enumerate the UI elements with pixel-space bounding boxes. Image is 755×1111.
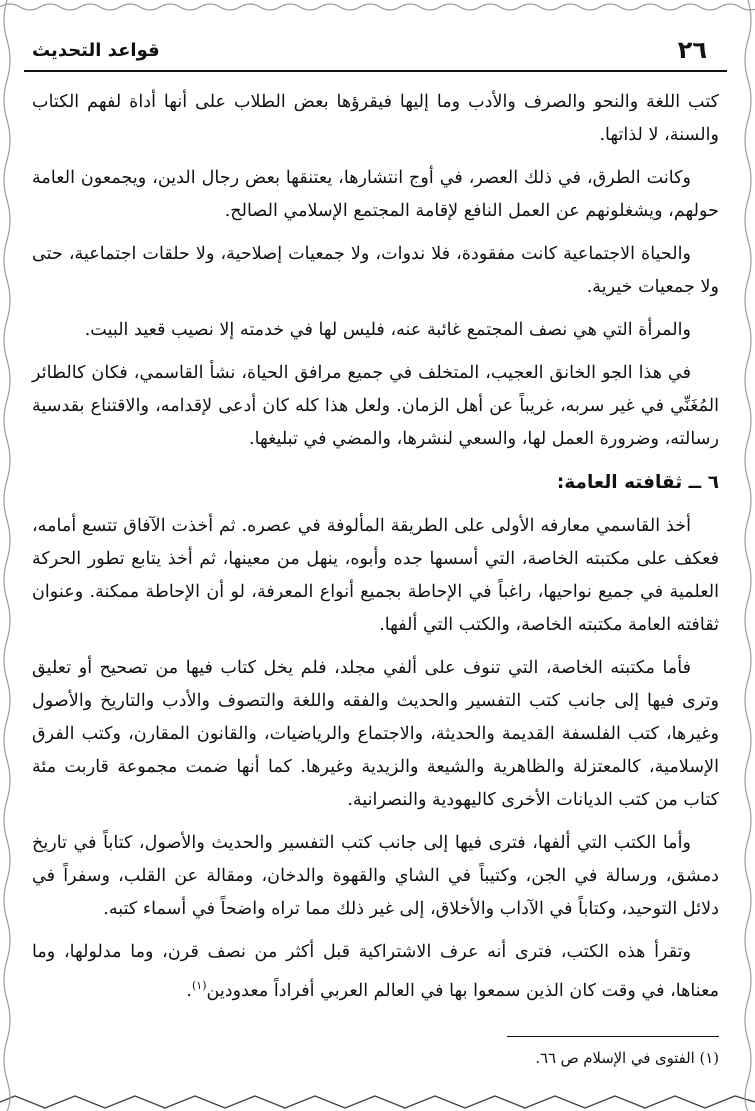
page-header bbox=[24, 30, 727, 72]
running-title: قواعد التحديث bbox=[32, 40, 160, 61]
paragraph-text: وتقرأ هذه الكتب، فترى أنه عرف الاشتراكية قبل أكثر من نصف قرن، وما مدلولها، وما معناها، في وقت كان الذين سمعوا بها في العالم العربي أفراداً معدودين bbox=[32, 942, 719, 1001]
section-heading: ٦ ــ ثقافته العامة: bbox=[556, 472, 719, 493]
paragraph: وكانت الطرق، في ذلك العصر، في أوج انتشارها، يعتنقها بعض رجال الدين، ويجمعون العامة حولهم، ويشغلونهم عن العمل النافع لإقامة المجتمع الإسلامي الصالح. bbox=[32, 168, 719, 221]
decorative-border-bottom bbox=[0, 1093, 755, 1111]
page-number: ٢٦ bbox=[677, 36, 707, 64]
footnote-marker: (١) bbox=[192, 979, 207, 992]
book-page bbox=[24, 30, 727, 1090]
paragraph: والحياة الاجتماعية كانت مفقودة، فلا ندوات، ولا جمعيات إصلاحية، ولا حلقات اجتماعية، حتى ولا جمعيات خيرية. bbox=[32, 244, 719, 297]
decorative-border-left bbox=[0, 0, 14, 1111]
paragraph: وأما الكتب التي ألفها، فترى فيها إلى جانب كتب التفسير والحديث والأصول، كتاباً في تاريخ دمشق، ورسالة في الجن، وكتيباً في الشاي والقهوة والدخان، ومقالة عن القلب، وسفراً في دلائل التوحيد، وكتاباً في الآداب والأخلاق، إلى غير ذلك مما تراه واضحاً في أسماء كتبه. bbox=[32, 833, 719, 919]
paragraph: كتب اللغة والنحو والصرف والأدب وما إليها فيقرؤها بعض الطلاب على أنها أداة لفهم الكتاب والسنة، لا لذاتها. bbox=[32, 92, 719, 145]
paragraph: أخذ القاسمي معارفه الأولى على الطريقة المألوفة في عصره. ثم أخذت الآفاق تتسع أمامه، فعكف على مكتبته الخاصة، التي أسسها جده وأبوه، ينهل من معينها، ثم أخذ يتابع تطور الحركة العلمية في جميع نواحيها، راغباً في الإحاطة بجميع أنواع المعرفة، لو أن الإحاطة ممكنة. وعنوان ثقافته العامة مكتبته الخاصة، والكتب التي ألفها. bbox=[32, 516, 719, 635]
paragraph: فأما مكتبته الخاصة، التي تنوف على ألفي مجلد، فلم يخل كتاب فيها من تصحيح أو تعليق وترى فيها إلى جانب كتب التفسير والحديث والفقه واللغة والتصوف والأدب والتاريخ والأصول وغيرها، كتب الفلسفة القديمة والحديثة، والاجتماع والرياضيات، والقانون المقارن، وكتب الفرق الإسلامية، كالمعتزلة والظاهرية والشيعة والزيدية وغيرها. كما أنها ضمت مجموعة قاربت مئة كتاب من كتب الديانات الأخرى كاليهودية والنصرانية. bbox=[32, 658, 719, 810]
paragraph: في هذا الجو الخانق العجيب، المتخلف في جميع مرافق الحياة، نشأ القاسمي، فكان كالطائر المُغَنِّي في غير سربه، غريباً عن أهل الزمان. ولعل هذا كله كان أدعى لإقدامه، والاقتناع بقدسية رسالته، وضرورة العمل لها، والسعي لنشرها، والمضي في تبليغها. bbox=[32, 363, 719, 449]
decorative-border-right bbox=[741, 0, 755, 1111]
paragraph: والمرأة التي هي نصف المجتمع غائبة عنه، فليس لها في خدمته إلا نصيب قعيد البيت. bbox=[84, 320, 691, 340]
body-text bbox=[32, 86, 719, 1018]
paragraph: وتقرأ هذه الكتب، فترى أنه عرف الاشتراكية قبل أكثر من نصف قرن، وما مدلولها، وما معناها، في وقت كان الذين سمعوا بها في العالم العربي أفراداً معدودين$^{(١)}$. bbox=[32, 942, 719, 1001]
footnote-divider bbox=[507, 1036, 719, 1037]
footnote: (١) الفتوى في الإسلام ص ٦٦. bbox=[535, 1050, 719, 1067]
decorative-border-top bbox=[0, 0, 755, 14]
